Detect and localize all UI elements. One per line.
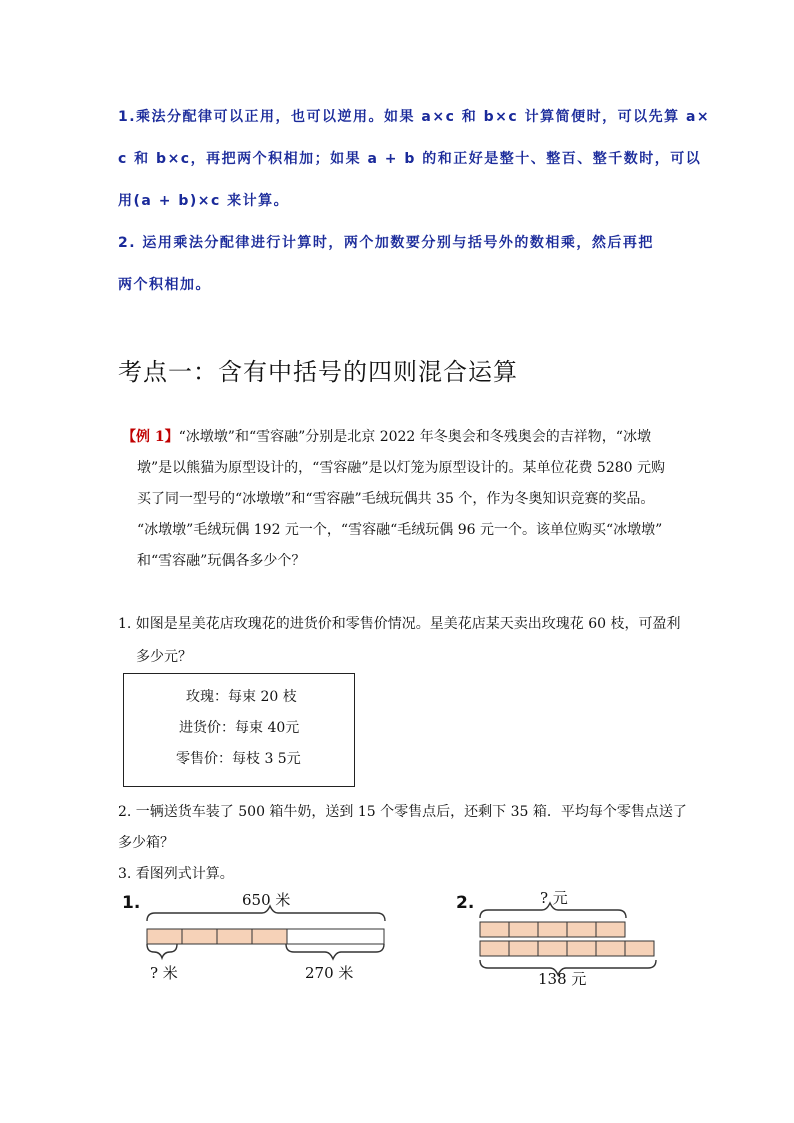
question-1-line-2: 多少元？ <box>136 649 192 665</box>
box-row-purchase-price: 进货价：每束 40元 <box>179 720 300 736</box>
diagram-2-bottom-block <box>509 941 538 956</box>
diagram-2-bottom-block <box>567 941 596 956</box>
section-title: 考点一：含有中括号的四则混合运算 <box>118 358 518 386</box>
example-line-2: 墩”是以熊猫为原型设计的，“雪容融”是以灯笼为原型设计的。某单位花费 5280 元购 <box>137 460 665 476</box>
question-2-line-1: 2. 一辆送货车装了 500 箱牛奶，送到 15 个零售点后，还剩下 35 箱．平均每个零售点送了 <box>118 804 687 820</box>
diagram-2-top-block <box>509 922 538 937</box>
box-row-retail-price: 零售价：每枝 3 5元 <box>176 751 301 767</box>
price-info-box <box>123 673 355 787</box>
diagram-2-top-block <box>567 922 596 937</box>
diagram-2-bottom-block <box>625 941 654 956</box>
summary-line-4: 2. 运用乘法分配律进行计算时，两个加数要分别与括号外的数相乘，然后再把 <box>118 235 654 251</box>
diagram-1-number: 1. <box>122 893 141 913</box>
diagram-1-remaining-segment <box>287 929 384 944</box>
question-3-line-1: 3. 看图列式计算。 <box>118 866 234 882</box>
summary-line-3: 用(a + b)×c 来计算。 <box>118 193 290 209</box>
example-line-1 <box>122 426 651 446</box>
question-1-line-1: 1. 如图是星美花店玫瑰花的进货价和零售价情况。星美花店某天卖出玫瑰花 60 枝，可盈利 <box>118 616 681 632</box>
diagram-2-top-block <box>596 922 625 937</box>
diagram-1-shaded-segment <box>182 929 217 944</box>
diagram-2-bottom-block <box>596 941 625 956</box>
diagram-1-left-label: ? 米 <box>150 964 178 982</box>
diagram-2-number: 2. <box>456 893 475 913</box>
example-tag: 【例 1】 <box>122 429 179 445</box>
summary-line-1: 1.乘法分配律可以正用，也可以逆用。如果 a×c 和 b×c 计算简便时，可以先算 a× <box>118 109 711 125</box>
block-diagram-2 <box>450 888 670 988</box>
diagram-2-top-block <box>480 922 509 937</box>
diagram-1-left-brace <box>147 944 177 958</box>
diagram-2-bottom-label: 138 元 <box>538 970 587 988</box>
box-row-rose: 玫瑰：每束 20 枝 <box>186 689 297 705</box>
example-line-3: 买了同一型号的“冰墩墩”和“雪容融”毛绒玩偶共 35 个，作为冬奥知识竞赛的奖品。 <box>137 491 655 507</box>
diagram-1-right-label: 270 米 <box>305 964 354 982</box>
question-2-line-2: 多少箱？ <box>118 835 174 851</box>
diagram-2-top-block <box>538 922 567 937</box>
diagram-1-bar <box>147 929 384 944</box>
diagram-1-shaded-segment <box>147 929 182 944</box>
diagram-2-blocks <box>480 922 654 956</box>
summary-line-2: c 和 b×c，再把两个积相加；如果 a + b 的和正好是整十、整百、整千数时，可以 <box>118 151 702 167</box>
segment-diagram-1 <box>112 888 402 988</box>
diagram-2-top-label: ? 元 <box>540 889 568 907</box>
diagram-1-shaded-segment <box>217 929 252 944</box>
diagram-1-shaded-segment <box>252 929 287 944</box>
example-line-5: 和“雪容融”玩偶各多少个？ <box>137 553 306 569</box>
diagram-2-bottom-block <box>480 941 509 956</box>
diagram-1-right-brace <box>286 944 384 959</box>
diagram-1-total-label: 650 米 <box>242 891 291 909</box>
summary-line-5: 两个积相加。 <box>118 277 211 293</box>
example-text-1: “冰墩墩”和“雪容融”分别是北京 2022 年冬奥会和冬残奥会的吉祥物，“冰墩 <box>178 429 651 445</box>
diagram-2-bottom-block <box>538 941 567 956</box>
example-line-4: “冰墩墩”毛绒玩偶 192 元一个，“雪容融“毛绒玩偶 96 元一个。该单位购买“冰墩墩” <box>137 522 663 538</box>
